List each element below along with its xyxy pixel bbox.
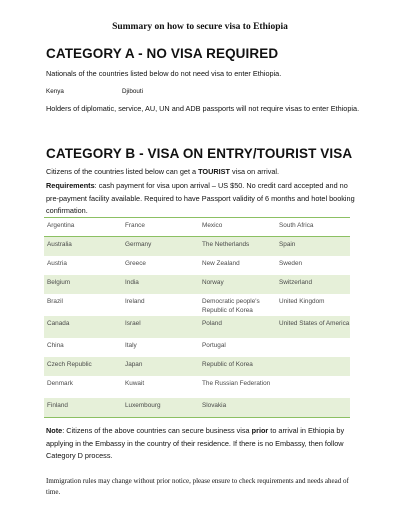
table-cell xyxy=(276,398,350,417)
table-row xyxy=(44,256,350,275)
table-cell: India xyxy=(125,279,139,286)
country-kenya: Kenya xyxy=(46,88,64,95)
category-b-intro: Citizens of the countries listed below can get a TOURIST visa on arrival. xyxy=(46,167,280,176)
table-cell xyxy=(276,376,350,398)
table-row xyxy=(44,275,350,294)
table-cell: South Africa xyxy=(279,222,314,229)
footer-disclaimer: Immigration rules may change without prior notice, please ensure to check requirements and needs ahead of time. xyxy=(46,477,349,496)
table-cell: Luxembourg xyxy=(125,402,161,409)
table-cell: Switzerland xyxy=(279,279,313,286)
table-row xyxy=(44,338,350,357)
table-row xyxy=(44,357,350,376)
table-cell: France xyxy=(125,222,145,229)
table-cell: China xyxy=(47,342,64,349)
table-cell: United States of America xyxy=(279,320,350,327)
table-cell: Israel xyxy=(125,320,141,327)
table-cell: Brazil xyxy=(47,298,63,305)
table-cell: Ireland xyxy=(125,298,145,305)
page-title: Summary on how to secure visa to Ethiopia xyxy=(112,22,288,32)
table-cell: Australia xyxy=(47,241,72,248)
table-cell: Japan xyxy=(125,361,143,368)
table-row xyxy=(44,376,350,398)
table-cell: Austria xyxy=(47,260,67,267)
table-cell: The Netherlands xyxy=(202,241,250,248)
country-djibouti: Djibouti xyxy=(122,88,143,95)
table-cell: Greece xyxy=(125,260,146,267)
category-a-passports-note: Holders of diplomatic, service, AU, UN and ADB passports will not require visas to enter Ethiopia. xyxy=(46,104,360,113)
table-cell: Slovakia xyxy=(202,402,227,409)
table-row xyxy=(44,398,350,417)
table-cell: Czech Republic xyxy=(47,361,92,368)
table-row xyxy=(44,316,350,338)
table-cell: Germany xyxy=(125,241,152,248)
table-cell xyxy=(276,338,350,357)
table-cell: Canada xyxy=(47,320,70,327)
category-b-requirements: Requirements: cash payment for visa upon arrival – US $50. No credit card accepted and no pre-payment facility available. Required to have Passport validity of 6 months and hotel booking confirmation. xyxy=(46,181,355,216)
table-cell: Democratic people's Republic of Korea xyxy=(202,298,260,314)
category-a-heading: CATEGORY A - NO VISA REQUIRED xyxy=(46,46,279,61)
table-cell: Kuwait xyxy=(125,380,145,387)
table-cell: Finland xyxy=(47,402,68,409)
category-b-note: Note: Citizens of the above countries can secure business visa prior to arrival in Ethiopia by applying in the Embassy in the country of their residence. If there is no Embassy, then follow Category D process. xyxy=(46,426,345,461)
table-cell xyxy=(276,357,350,376)
table-cell: Mexico xyxy=(202,222,223,229)
table-cell: Belgium xyxy=(47,279,71,286)
table-cell: Norway xyxy=(202,279,224,286)
table-row xyxy=(44,237,350,256)
category-b-heading: CATEGORY B - VISA ON ENTRY/TOURIST VISA xyxy=(46,146,353,161)
table-cell: New Zealand xyxy=(202,260,240,267)
table-cell: Italy xyxy=(125,342,137,349)
table-cell: Argentina xyxy=(47,222,75,229)
table-header-row xyxy=(44,218,350,237)
visa-on-arrival-table xyxy=(44,217,350,418)
table-cell: Portugal xyxy=(202,342,226,349)
table-cell: Poland xyxy=(202,320,222,327)
table-row xyxy=(44,294,350,316)
table-cell: Sweden xyxy=(279,260,303,267)
table-cell: Spain xyxy=(279,241,296,248)
table-cell: United Kingdom xyxy=(279,298,325,305)
table-cell: Denmark xyxy=(47,380,73,387)
table-cell: The Russian Federation xyxy=(202,380,271,387)
table-cell: Republic of Korea xyxy=(202,361,253,368)
category-a-intro: Nationals of the countries listed below do not need visa to enter Ethiopia. xyxy=(46,69,282,78)
